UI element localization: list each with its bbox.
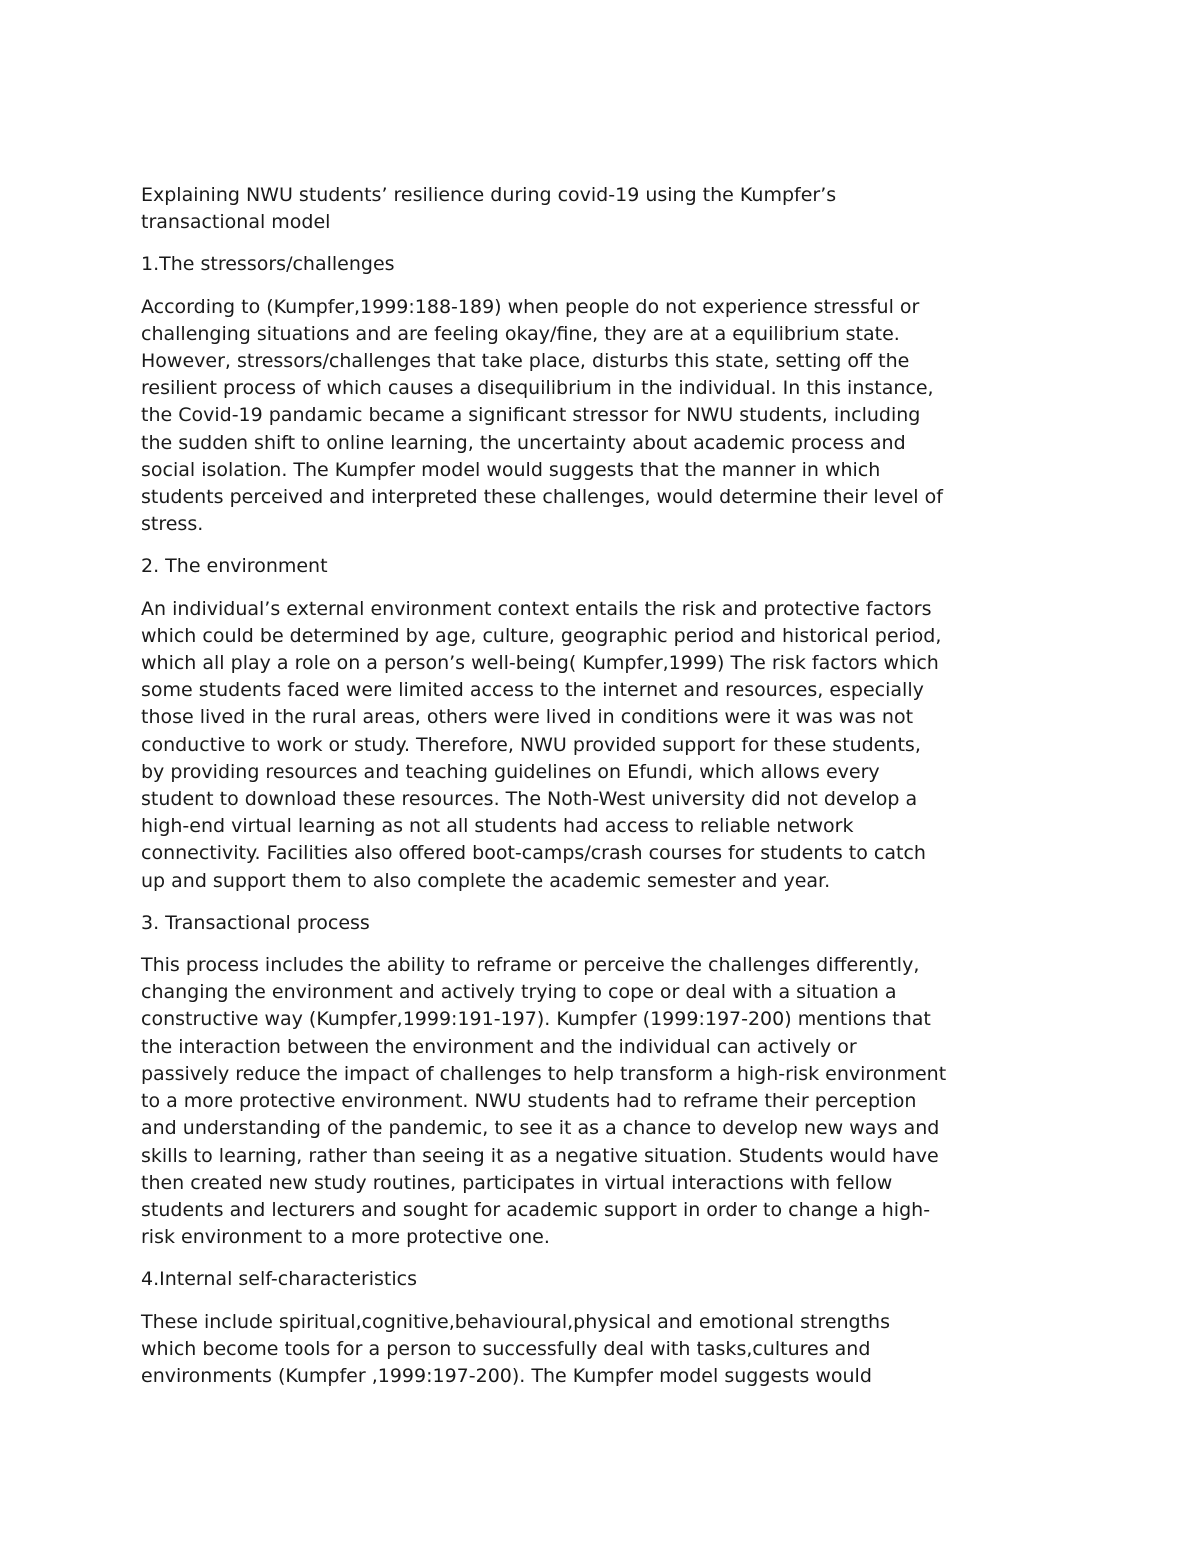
body-line: to a more protective environment. NWU students had to reframe their perception <box>141 1090 917 1113</box>
body-line: students and lecturers and sought for academic support in order to change a high- <box>141 1198 931 1221</box>
body-line: student to download these resources. The Noth-West university did not develop a <box>141 788 918 811</box>
body-line: constructive way (Kumpfer,1999:191-197). Kumpfer (1999:197-200) mentions that <box>141 1008 931 1031</box>
body-line: According to (Kumpfer,1999:188-189) when people do not experience stressful or <box>141 295 920 318</box>
body-line: conductive to work or study. Therefore, NWU provided support for these students, <box>141 733 921 756</box>
body-line: the Covid-19 pandamic became a significant stressor for NWU students, including <box>141 404 921 427</box>
body-line: by providing resources and teaching guidelines on Efundi, which allows every <box>141 760 880 783</box>
section-heading-environment <box>141 553 1071 580</box>
body-line: up and support them to also complete the academic semester and year. <box>141 869 831 892</box>
document-title <box>141 182 1071 236</box>
body-line: changing the environment and actively trying to cope or deal with a situation a <box>141 981 897 1004</box>
body-line: resilient process of which causes a disequilibrium in the individual. In this instance, <box>141 377 934 400</box>
body-line: However, stressors/challenges that take place, disturbs this state, setting off the <box>141 350 910 373</box>
section-heading-stressors <box>141 251 1071 278</box>
body-line: risk environment to a more protective one. <box>141 1226 550 1249</box>
section-body-internal <box>141 1309 1071 1391</box>
body-line: some students faced were limited access to the internet and resources, especially <box>141 679 924 702</box>
body-line: stress. <box>141 513 204 536</box>
title-line: Explaining NWU students’ resilience during covid-19 using the Kumpfer’s <box>141 184 837 206</box>
body-line: those lived in the rural areas, others were lived in conditions were it was was not <box>141 706 914 729</box>
heading-text: 2. The environment <box>141 555 328 578</box>
body-line: the interaction between the environment and the individual can actively or <box>141 1035 857 1058</box>
section-body-stressors <box>141 294 1071 539</box>
heading-text: 1.The stressors/challenges <box>141 253 395 276</box>
document-page <box>141 182 1071 1390</box>
body-line: then created new study routines, participates in virtual interactions with fellow <box>141 1171 893 1194</box>
body-line: challenging situations and are feeling okay/fine, they are at a equilibrium state. <box>141 322 900 345</box>
body-line: These include spiritual,cognitive,behavioural,physical and emotional strengths <box>141 1310 890 1333</box>
body-line: and understanding of the pandemic, to see it as a chance to develop new ways and <box>141 1117 940 1140</box>
body-line: which all play a role on a person’s well-being( Kumpfer,1999) The risk factors which <box>141 652 939 675</box>
body-line: which could be determined by age, culture, geographic period and historical period, <box>141 624 942 647</box>
body-line: passively reduce the impact of challenges to help transform a high-risk environment <box>141 1062 947 1085</box>
body-line: social isolation. The Kumpfer model would suggests that the manner in which <box>141 458 881 481</box>
section-body-transactional <box>141 952 1071 1251</box>
section-heading-internal <box>141 1266 1071 1293</box>
body-line: the sudden shift to online learning, the uncertainty about academic process and <box>141 431 906 454</box>
section-body-environment <box>141 596 1071 895</box>
heading-text: 3. Transactional process <box>141 911 370 934</box>
body-line: This process includes the ability to reframe or perceive the challenges differently, <box>141 954 920 977</box>
body-line: high-end virtual learning as not all students had access to reliable network <box>141 815 854 838</box>
title-line: transactional model <box>141 211 331 234</box>
heading-text: 4.Internal self-characteristics <box>141 1268 418 1291</box>
body-line: which become tools for a person to successfully deal with tasks,cultures and <box>141 1337 871 1360</box>
body-line: An individual’s external environment context entails the risk and protective factors <box>141 597 932 620</box>
body-line: environments (Kumpfer ,1999:197-200). The Kumpfer model suggests would <box>141 1364 872 1387</box>
body-line: skills to learning, rather than seeing it as a negative situation. Students would have <box>141 1144 939 1167</box>
body-line: connectivity. Facilities also offered boot-camps/crash courses for students to catch <box>141 842 926 865</box>
section-heading-transactional <box>141 910 1071 937</box>
body-line: students perceived and interpreted these challenges, would determine their level of <box>141 486 943 509</box>
